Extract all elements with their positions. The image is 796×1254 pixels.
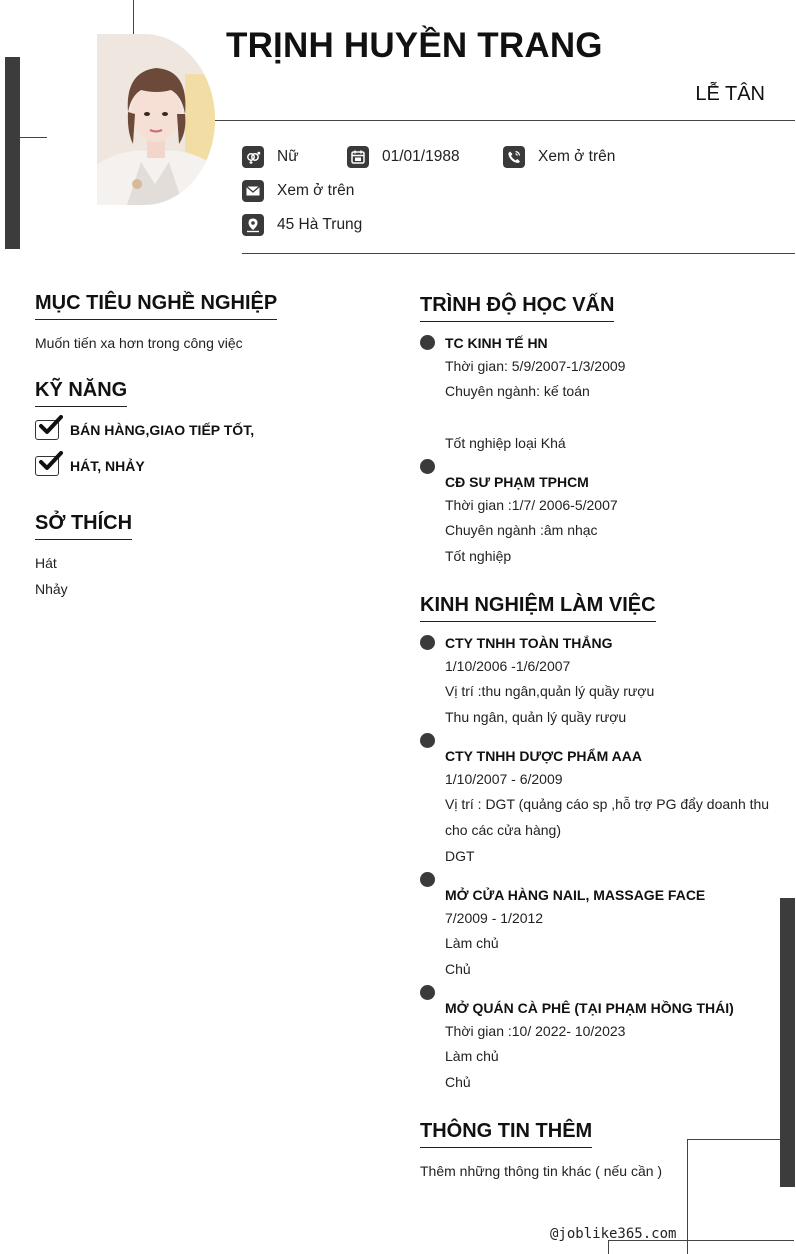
timeline-dot bbox=[420, 872, 435, 887]
experience-time: 1/10/2006 -1/6/2007 bbox=[445, 658, 571, 674]
experience-desc: Chủ bbox=[445, 1074, 471, 1090]
experience-company: MỞ QUÁN CÀ PHÊ (TẠI PHẠM HỒNG THÁI) bbox=[445, 1000, 734, 1016]
timeline-dot bbox=[420, 635, 435, 650]
timeline-dot bbox=[420, 459, 435, 474]
gender-icon bbox=[242, 146, 264, 168]
education-result: Tốt nghiệp bbox=[445, 548, 512, 564]
location-icon bbox=[242, 214, 264, 236]
phone-row bbox=[503, 146, 615, 168]
education-title: TRÌNH ĐỘ HỌC VẤN bbox=[420, 294, 614, 322]
job-position: LỄ TÂN bbox=[695, 83, 765, 105]
skill-item: HÁT, NHẢY bbox=[70, 458, 145, 474]
objective-title: MỤC TIÊU NGHỀ NGHIỆP bbox=[35, 292, 277, 320]
address-value: 45 Hà Trung bbox=[277, 216, 363, 233]
left-decor-line bbox=[20, 137, 47, 138]
left-decor-bar bbox=[5, 57, 20, 249]
phone-icon bbox=[503, 146, 525, 168]
email-row bbox=[242, 180, 354, 202]
bottom-decor-line-h bbox=[687, 1139, 780, 1140]
address-row bbox=[242, 214, 362, 236]
education-school: CĐ SƯ PHẠM TPHCM bbox=[445, 474, 589, 490]
experience-company: CTY TNHH DƯỢC PHẨM AAA bbox=[445, 748, 642, 764]
timeline-dot bbox=[420, 733, 435, 748]
dob-row bbox=[347, 146, 460, 168]
experience-role: Làm chủ bbox=[445, 935, 499, 951]
phone-value: Xem ở trên bbox=[538, 148, 616, 165]
skill-checkbox bbox=[35, 454, 62, 476]
experience-time: Thời gian :10/ 2022- 10/2023 bbox=[445, 1023, 626, 1039]
gender-row bbox=[242, 146, 299, 168]
education-time: Thời gian: 5/9/2007-1/3/2009 bbox=[445, 358, 626, 374]
skill-item: BÁN HÀNG,GIAO TIẾP TỐT, bbox=[70, 422, 255, 438]
experience-company: MỞ CỬA HÀNG NAIL, MASSAGE FACE bbox=[445, 887, 706, 903]
header-divider-top bbox=[215, 120, 795, 121]
education-school: TC KINH TẾ HN bbox=[445, 335, 548, 351]
dob-value: 01/01/1988 bbox=[382, 148, 460, 165]
avatar bbox=[97, 34, 215, 205]
header-divider-bottom bbox=[242, 253, 795, 254]
hobby-item: Hát bbox=[35, 555, 57, 571]
education-major: Chuyên ngành: kế toán bbox=[445, 383, 590, 399]
footer-decor-line-v bbox=[608, 1240, 609, 1254]
experience-role: Vị trí :thu ngân,quản lý quầy rượu bbox=[445, 683, 655, 699]
checkbox-checked-icon bbox=[37, 451, 63, 473]
experience-company: CTY TNHH TOÀN THẮNG bbox=[445, 635, 613, 651]
skill-checkbox bbox=[35, 418, 62, 440]
email-value: Xem ở trên bbox=[277, 182, 355, 199]
checkbox-checked-icon bbox=[37, 415, 63, 437]
experience-time: 7/2009 - 1/2012 bbox=[445, 910, 544, 926]
objective-text: Muốn tiến xa hơn trong công việc bbox=[35, 335, 243, 351]
education-time: Thời gian :1/7/ 2006-5/2007 bbox=[445, 497, 618, 513]
hobbies-title: SỞ THÍCH bbox=[35, 512, 132, 540]
gender-value: Nữ bbox=[277, 148, 299, 165]
education-major: Chuyên ngành :âm nhạc bbox=[445, 522, 598, 538]
watermark: @joblike365.com bbox=[550, 1226, 677, 1242]
experience-desc: Thu ngân, quản lý quầy rượu bbox=[445, 709, 627, 725]
experience-role: Làm chủ bbox=[445, 1048, 499, 1064]
experience-time: 1/10/2007 - 6/2009 bbox=[445, 771, 563, 787]
timeline-dot bbox=[420, 985, 435, 1000]
skills-title: KỸ NĂNG bbox=[35, 379, 127, 407]
email-icon bbox=[242, 180, 264, 202]
additional-text: Thêm những thông tin khác ( nếu cần ) bbox=[420, 1163, 663, 1179]
timeline-dot bbox=[420, 335, 435, 350]
experience-role: cho các cửa hàng) bbox=[445, 822, 561, 838]
right-decor-bar bbox=[780, 898, 795, 1187]
education-result: Tốt nghiệp loại Khá bbox=[445, 435, 566, 451]
experience-desc: Chủ bbox=[445, 961, 471, 977]
experience-role: Vị trí : DGT (quảng cáo sp ,hỗ trợ PG đẩy doanh thu bbox=[445, 796, 770, 812]
hobby-item: Nhảy bbox=[35, 581, 68, 597]
calendar-icon bbox=[347, 146, 369, 168]
experience-title: KINH NGHIỆM LÀM VIỆC bbox=[420, 594, 656, 622]
candidate-name: TRỊNH HUYỀN TRANG bbox=[226, 26, 603, 65]
bottom-decor-line-v bbox=[687, 1139, 688, 1254]
experience-desc: DGT bbox=[445, 848, 475, 864]
additional-title: THÔNG TIN THÊM bbox=[420, 1120, 592, 1148]
top-decor-line bbox=[133, 0, 134, 36]
